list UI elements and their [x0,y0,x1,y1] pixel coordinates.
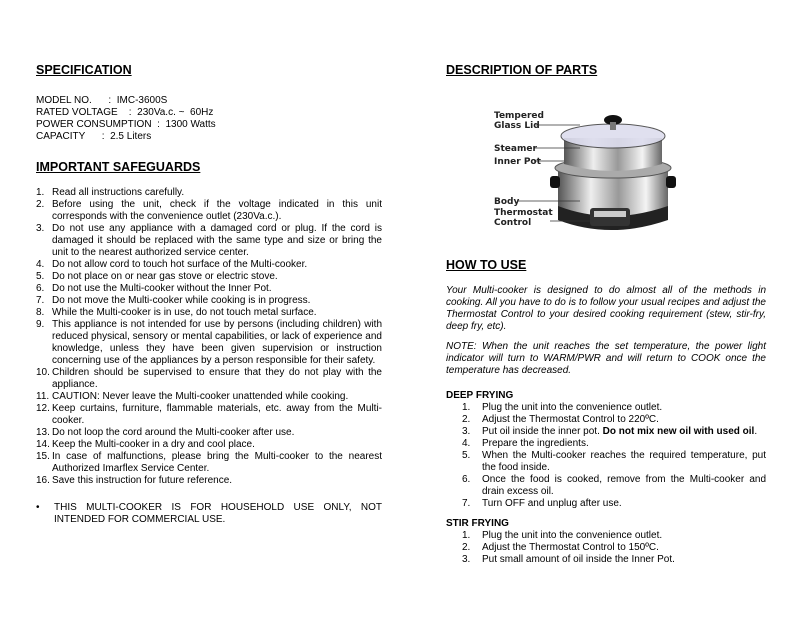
item-number: 4. [462,438,471,449]
list-item [462,542,766,554]
item-text-main: This appliance is not intended for use by persons (including children) with reduced physical, sensory or mental capabilities, or lack of experience and knowledge, unless they have been given supervision or instruction concerning use of the appliances by a person responsible for their safety. [52,319,382,366]
item-text [52,475,382,487]
item-text-main: When the Multi-cooker reaches the required temperature, put the food inside. [482,450,766,473]
item-number: 1. [36,187,45,198]
label-glass-lid: Glass Lid [494,121,540,131]
item-text-main: Save this instruction for future reference. [52,475,233,486]
item-number: 6. [462,474,471,485]
spec-voltage: RATED VOLTAGE : 230Va.c. ~ 60Hz [36,107,214,118]
item-text-main: Put small amount of oil inside the Inner Pot. [482,554,675,565]
item-number: 5. [36,271,45,282]
item-number: 16. [36,475,50,486]
spec-capacity: CAPACITY : 2.5 Liters [36,131,152,142]
item-bold-warning: Do not mix new oil with used oil [602,426,755,437]
safeguards-heading: IMPORTANT SAFEGUARDS [36,160,201,174]
item-text-main: In case of malfunctions, please bring the Multi-cooker to the nearest Authorized Imarflex Service Center. [52,451,382,474]
label-body: Body [494,197,520,207]
item-text-main: Before using the unit, check if the voltage indicated in this unit corresponds with the convenience outlet (230Va.c.). [52,199,382,222]
item-number: 7. [36,295,45,306]
item-text-main: Children should be supervised to ensure that they do not play with the appliance. [52,367,382,390]
list-item [36,259,382,271]
item-number: 10. [36,367,50,378]
list-item [462,402,766,414]
list-item [462,554,766,566]
deep-frying-heading: DEEP FRYING [446,390,514,401]
list-item [36,223,382,259]
item-number: 3. [462,426,471,437]
item-number: 1. [462,530,471,541]
item-text-main: Plug the unit into the convenience outlet. [482,402,663,413]
item-text [482,402,766,414]
item-text [52,199,382,223]
item-number: 7. [462,498,471,509]
list-item [36,199,382,223]
item-text [482,414,766,426]
label-inner-pot: Inner Pot [494,157,541,167]
list-item [36,283,382,295]
label-tempered: Tempered [494,111,544,121]
list-item [462,426,766,438]
list-item [36,295,382,307]
label-thermostat: Thermostat [494,208,553,218]
item-text [52,427,382,439]
bullet-icon: • [36,502,40,513]
item-number: 2. [462,542,471,553]
how-to-use-intro: Your Multi-cooker is designed to do almost all of the methods in cooking. All you have to do is to follow your usual recipes and adjust the Thermostat Control to your desired cooking requirement (stew, stir-fry, deep fry, etc). [446,285,766,332]
item-text-main: Adjust the Thermostat Control to 150ºC. [482,542,659,553]
list-item [36,403,382,427]
item-text-end: . [754,426,758,437]
safeguards-list [36,187,382,487]
item-text-main: Once the food is cooked, remove from the Multi-cooker and drain excess oil. [482,474,766,497]
item-text [482,498,766,510]
list-item [36,271,382,283]
list-item [462,474,766,498]
item-text-main: Keep curtains, furniture, flammable materials, etc. away from the Multi-cooker. [52,403,382,426]
item-number: 14. [36,439,50,450]
list-item [36,391,382,403]
item-text-main: Adjust the Thermostat Control to 220ºC. [482,414,659,425]
label-steamer: Steamer [494,144,537,154]
spec-model: MODEL NO. : IMC-3600S [36,95,168,106]
item-number: 4. [36,259,45,270]
item-number: 15. [36,451,50,462]
list-item [462,450,766,474]
specification-heading: SPECIFICATION [36,63,132,77]
item-text [482,426,766,438]
item-text-main: Do not allow cord to touch hot surface of the Multi-cooker. [52,259,308,270]
item-text [52,187,382,199]
deep-frying-list [462,402,766,510]
item-text [482,542,766,554]
list-item [462,438,766,450]
list-item [462,414,766,426]
parts-heading: DESCRIPTION OF PARTS [446,63,598,77]
item-number: 1. [462,402,471,413]
item-text-main: While the Multi-cooker is in use, do not touch metal surface. [52,307,317,318]
item-text-main: Do not place on or near gas stove or electric stove. [52,271,278,282]
item-number: 2. [462,414,471,425]
spec-list [36,95,216,143]
list-item [36,439,382,451]
item-text [482,554,766,566]
item-text-main: Do not move the Multi-cooker while cooking is in progress. [52,295,311,306]
item-number: 3. [36,223,45,234]
list-item [36,319,382,367]
item-number: 8. [36,307,45,318]
item-number: 12. [36,403,50,414]
item-text [52,367,382,391]
list-item [36,367,382,391]
list-item [462,498,766,510]
list-item [36,187,382,199]
item-text-main: Keep the Multi-cooker in a dry and cool place. [52,439,255,450]
stir-frying-list [462,530,766,566]
item-text-main: Prepare the ingredients. [482,438,589,449]
item-number: 11. [36,391,50,402]
item-text-main: Do not loop the cord around the Multi-cooker after use. [52,427,295,438]
item-text [482,438,766,450]
stir-frying-heading: STIR FRYING [446,518,509,529]
item-text [52,259,382,271]
list-item [36,427,382,439]
how-to-use-heading: HOW TO USE [446,258,527,272]
list-item [36,307,382,319]
item-text-main: Do not use any appliance with a damaged cord or plug. If the cord is damaged it should be replaced with the same type and size or bring the unit to the nearest authorized service center. [52,223,382,258]
how-to-use-note: NOTE: When the unit reaches the set temperature, the power light indicator will turn to WARM/PWR and will return to COOK once the temperature has decreased. [446,341,766,376]
item-text [52,271,382,283]
item-text [52,295,382,307]
item-number: 2. [36,199,45,210]
item-text-main: Turn OFF and unplug after use. [482,498,622,509]
item-text [482,530,766,542]
item-text [52,223,382,259]
item-text-main: CAUTION: Never leave the Multi-cooker unattended while cooking. [52,391,349,402]
list-item [36,451,382,475]
item-number: 13. [36,427,50,438]
item-text [52,319,382,367]
item-text [52,307,382,319]
item-text [52,283,382,295]
item-text [52,403,382,427]
item-number: 5. [462,450,471,461]
item-number: 3. [462,554,471,565]
multi-cooker-diagram [490,98,710,238]
item-number: 9. [36,319,45,330]
bullet-text: THIS MULTI-COOKER IS FOR HOUSEHOLD USE ONLY, NOT INTENDED FOR COMMERCIAL USE. [54,502,382,525]
item-text [482,450,766,474]
spec-power: POWER CONSUMPTION : 1300 Watts [36,119,216,130]
item-text [52,391,382,403]
item-text [52,451,382,475]
item-text [52,439,382,451]
item-text-main: Do not use the Multi-cooker without the Inner Pot. [52,283,272,294]
item-text-main: Read all instructions carefully. [52,187,185,198]
item-text [482,474,766,498]
item-number: 6. [36,283,45,294]
item-text-main: Put oil inside the inner pot. [482,426,603,437]
item-text-main: Plug the unit into the convenience outlet. [482,530,663,541]
list-item [462,530,766,542]
household-use-bullet [36,502,382,526]
list-item [36,475,382,487]
label-control: Control [494,218,532,228]
